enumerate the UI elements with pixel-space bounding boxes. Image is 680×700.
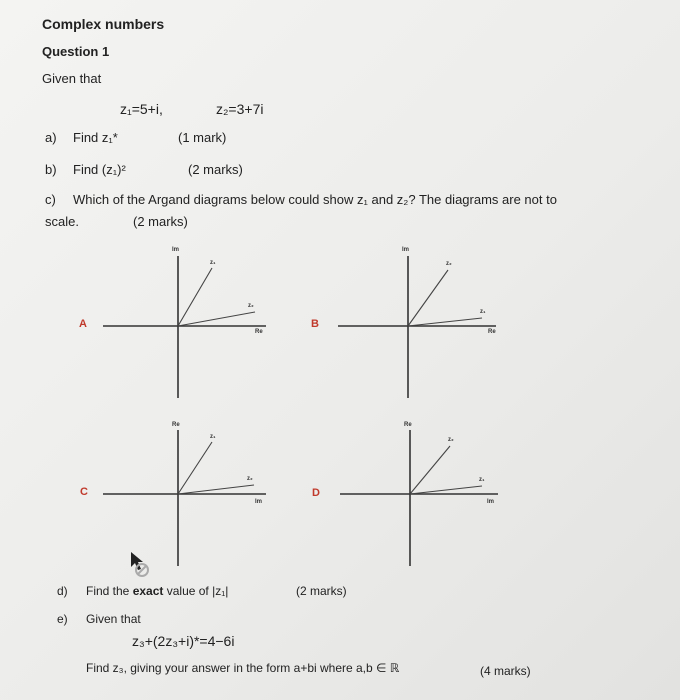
diagram-c-vertical-label: Re — [172, 422, 180, 428]
part-a-label: a) — [45, 130, 57, 145]
part-e-instruction: Find z₃, giving your answer in the form a+bi where a,b ∈ ℝ — [86, 661, 400, 675]
part-b-label: b) — [45, 162, 57, 177]
part-d-text-bold: exact — [132, 584, 164, 598]
diagram-a-vector-2 — [178, 312, 255, 326]
diagram-c-vector-2 — [178, 485, 254, 494]
diagram-d-point-label-2: z₁ — [479, 477, 485, 483]
argand-diagram-b — [338, 256, 496, 398]
part-c-marks: (2 marks) — [133, 214, 188, 229]
part-a-text: Find z₁* — [73, 130, 118, 145]
diagram-d-letter: D — [312, 487, 320, 499]
diagram-a-point-label-1: z₁ — [210, 260, 216, 266]
argand-diagram-a — [103, 256, 266, 398]
z2-definition: z₂=3+7i — [216, 101, 264, 117]
part-a-marks: (1 mark) — [178, 130, 227, 145]
diagram-b-vector-1 — [408, 270, 448, 326]
diagram-b-letter: B — [311, 318, 319, 330]
part-c-text: Which of the Argand diagrams below could show z₁ and z₂? The diagrams are not to — [73, 192, 557, 207]
part-d-text — [86, 584, 228, 598]
part-c-text-continued: scale. — [45, 214, 79, 229]
diagram-b-point-label-2: z₁ — [480, 309, 486, 315]
part-b-marks: (2 marks) — [188, 162, 243, 177]
part-e-label: e) — [57, 612, 68, 626]
diagram-d-vertical-label: Re — [404, 422, 412, 428]
diagram-a-horizontal-label: Re — [255, 329, 263, 335]
diagram-c-point-label-1: z₁ — [210, 434, 216, 440]
diagram-c-horizontal-label: Im — [255, 499, 263, 505]
part-c-label: c) — [45, 192, 56, 207]
diagram-c-letter: C — [80, 486, 88, 498]
z1-definition: z₁=5+i, — [120, 101, 163, 117]
mouse-cursor-icon — [131, 552, 148, 576]
part-e-marks: (4 marks) — [480, 664, 531, 678]
part-e-text: Given that — [86, 612, 141, 626]
diagram-b-horizontal-label: Re — [488, 329, 496, 335]
page-title: Complex numbers — [42, 16, 165, 32]
given-that-text: Given that — [42, 71, 102, 86]
diagram-c-vector-1 — [178, 442, 212, 494]
diagram-a-vertical-label: Im — [172, 247, 180, 253]
diagram-a-letter: A — [79, 318, 87, 330]
part-d-label: d) — [57, 584, 68, 598]
diagram-c-point-label-2: z₂ — [247, 476, 253, 482]
diagram-a-vector-1 — [178, 268, 212, 326]
diagram-d-vector-2 — [410, 486, 482, 494]
diagram-b-vector-2 — [408, 318, 482, 326]
diagram-d-horizontal-label: Im — [487, 499, 495, 505]
diagram-a-point-label-2: z₂ — [248, 303, 254, 309]
diagram-b-point-label-1: z₂ — [446, 261, 452, 267]
part-d-text-pre: Find the — [86, 584, 133, 598]
argand-diagram-c — [103, 430, 266, 566]
part-b-text: Find (z₁)² — [73, 162, 126, 177]
part-e-equation: z₃+(2z₃+i)*=4−6i — [132, 633, 235, 649]
part-d-text-post: value of |z₁| — [163, 584, 229, 598]
part-d-marks: (2 marks) — [296, 584, 347, 598]
diagram-b-vertical-label: Im — [402, 247, 410, 253]
question-heading: Question 1 — [42, 44, 110, 59]
argand-diagram-d — [340, 430, 498, 566]
diagram-d-vector-1 — [410, 446, 450, 494]
diagram-d-point-label-1: z₂ — [448, 437, 454, 443]
